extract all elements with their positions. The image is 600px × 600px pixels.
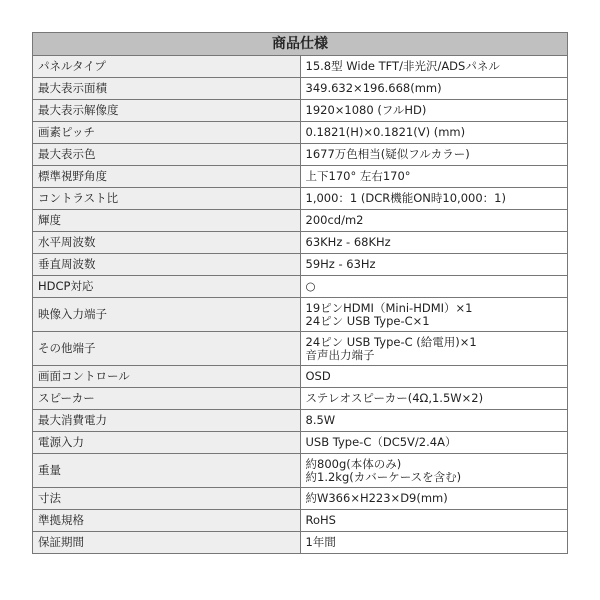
spec-value [300, 144, 568, 166]
spec-value-line: 1920×1080 (フルHD) [305, 103, 427, 117]
spec-row [33, 298, 568, 332]
spec-label: 画面コントロール [33, 366, 301, 388]
spec-value [300, 78, 568, 100]
spec-value [300, 100, 568, 122]
spec-row [33, 366, 568, 388]
spec-value-line: 59Hz - 63Hz [305, 257, 376, 271]
spec-row [33, 232, 568, 254]
spec-value-line: 1,000：1 (DCR機能ON時10,000：1) [305, 191, 506, 205]
spec-row [33, 510, 568, 532]
spec-row [33, 254, 568, 276]
spec-value [300, 410, 568, 432]
spec-label: HDCP対応 [33, 276, 301, 298]
spec-label: パネルタイプ [33, 56, 301, 78]
spec-value-line: OSD [305, 369, 331, 383]
spec-table [32, 32, 568, 554]
spec-row [33, 122, 568, 144]
spec-label: 電源入力 [33, 432, 301, 454]
spec-value [300, 510, 568, 532]
spec-value [300, 298, 568, 332]
spec-row [33, 188, 568, 210]
spec-label: 輝度 [33, 210, 301, 232]
spec-row [33, 332, 568, 366]
spec-label: 画素ピッチ [33, 122, 301, 144]
spec-value [300, 188, 568, 210]
spec-label: スピーカー [33, 388, 301, 410]
spec-value-line: RoHS [305, 513, 336, 527]
spec-table-title: 商品仕様 [33, 33, 568, 56]
spec-value-line: 8.5W [305, 413, 336, 427]
spec-value [300, 210, 568, 232]
spec-value [300, 366, 568, 388]
spec-value-line: 1年間 [305, 535, 336, 549]
spec-row [33, 166, 568, 188]
spec-value-line: 1677万色相当(疑似フルカラー) [305, 147, 470, 161]
spec-value [300, 56, 568, 78]
spec-value-line: 約800g(本体のみ) [305, 456, 402, 471]
spec-value [300, 232, 568, 254]
spec-value-line: 0.1821(H)×0.1821(V) (mm) [305, 125, 466, 139]
spec-label: コントラスト比 [33, 188, 301, 210]
spec-table-header-row [33, 33, 568, 56]
spec-value-line: 上下170° 左右170° [305, 169, 411, 183]
spec-label: 最大表示解像度 [33, 100, 301, 122]
spec-row [33, 388, 568, 410]
spec-label: 垂直周波数 [33, 254, 301, 276]
spec-row [33, 78, 568, 100]
spec-value-line: 15.8型 Wide TFT/非光沢/ADSパネル [305, 59, 500, 73]
spec-value-line: USB Type-C（DC5V/2.4A） [305, 435, 457, 449]
spec-value [300, 532, 568, 554]
spec-row [33, 144, 568, 166]
spec-label: その他端子 [33, 332, 301, 366]
spec-value-line: 24ピン USB Type-C×1 [305, 313, 430, 328]
spec-value [300, 388, 568, 410]
spec-label: 寸法 [33, 488, 301, 510]
spec-value [300, 276, 568, 298]
spec-label: 最大表示色 [33, 144, 301, 166]
spec-label: 保証期間 [33, 532, 301, 554]
spec-value-line: ○ [305, 279, 316, 293]
spec-value-line: 24ピン USB Type-C (給電用)×1 [305, 334, 477, 349]
spec-value-line: 200cd/m2 [305, 213, 364, 227]
spec-row [33, 488, 568, 510]
spec-value-line: 約1.2kg(カバーケースを含む) [305, 469, 462, 484]
spec-value [300, 166, 568, 188]
spec-row [33, 454, 568, 488]
spec-label: 標準視野角度 [33, 166, 301, 188]
spec-label: 最大消費電力 [33, 410, 301, 432]
spec-label: 水平周波数 [33, 232, 301, 254]
spec-value [300, 488, 568, 510]
spec-value-line: 音声出力端子 [305, 347, 375, 362]
spec-value [300, 254, 568, 276]
spec-row [33, 100, 568, 122]
spec-row [33, 56, 568, 78]
spec-row [33, 432, 568, 454]
spec-label: 準拠規格 [33, 510, 301, 532]
spec-value-line: 349.632×196.668(mm) [305, 81, 442, 95]
spec-value-line: 19ピンHDMI（Mini-HDMI）×1 [305, 300, 473, 315]
spec-row [33, 410, 568, 432]
spec-label: 重量 [33, 454, 301, 488]
spec-row [33, 276, 568, 298]
spec-value [300, 454, 568, 488]
spec-label: 映像入力端子 [33, 298, 301, 332]
spec-value [300, 432, 568, 454]
spec-row [33, 210, 568, 232]
spec-value-line: 63KHz - 68KHz [305, 235, 391, 249]
spec-value [300, 332, 568, 366]
spec-label: 最大表示面積 [33, 78, 301, 100]
spec-value-line: ステレオスピーカー(4Ω,1.5W×2) [305, 391, 484, 405]
spec-value-line: 約W366×H223×D9(mm) [305, 491, 448, 505]
spec-row [33, 532, 568, 554]
spec-table-body [33, 56, 568, 554]
spec-value [300, 122, 568, 144]
